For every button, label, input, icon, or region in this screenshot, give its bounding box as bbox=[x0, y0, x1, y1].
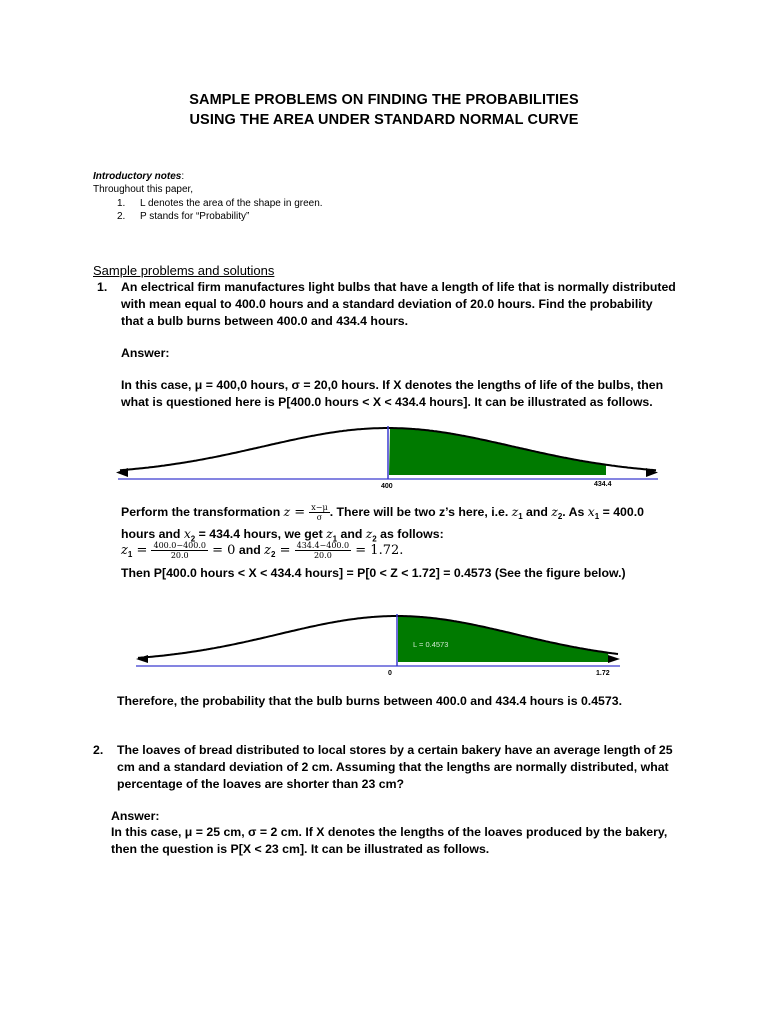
problem-1-conclusion: Therefore, the probability that the bulb burns between 400.0 and 434.4 hours is 0.4573. bbox=[117, 694, 622, 708]
z2-denominator: 20.0 bbox=[313, 551, 332, 560]
right-bound-label: 1.72 bbox=[596, 670, 610, 677]
z1-subscript: 1 bbox=[518, 512, 523, 522]
equals-sign: = bbox=[132, 542, 152, 558]
z1-fraction bbox=[151, 541, 208, 560]
problem-1-line: with mean equal to 400.0 hours and a standard deviation of 20.0 hours. Find the probability bbox=[121, 297, 653, 311]
section-heading: Sample problems and solutions bbox=[93, 263, 275, 278]
intro-note-1-text: L denotes the area of the shape in green. bbox=[140, 198, 323, 209]
z2-symbol: z bbox=[365, 527, 373, 541]
z1-denominator: 20.0 bbox=[170, 551, 189, 560]
problem-2-line: percentage of the loaves are shorter than 23 cm? bbox=[117, 777, 405, 791]
intro-label: Introductory notes bbox=[93, 171, 182, 182]
transform-line2-a: hours and bbox=[121, 527, 184, 541]
transform-line2-b: = 434.4 hours, we get bbox=[195, 527, 327, 541]
intro-note-2-text: P stands for “Probability” bbox=[140, 211, 250, 222]
z2-subscript: 2 bbox=[372, 534, 377, 544]
right-bound-label: 434.4 bbox=[594, 481, 612, 488]
problem-2-case-line: In this case, μ = 25 cm, σ = 2 cm. If X denotes the lengths of the loaves produced by the bakery, bbox=[111, 825, 668, 839]
transform-text-4: = 400.0 bbox=[599, 504, 644, 519]
problem-1-answer-label: Answer: bbox=[121, 346, 170, 360]
problem-1-line: An electrical firm manufactures light bulbs that have a length of life that is normally distributed bbox=[121, 280, 676, 294]
transform-text-1: Perform the transformation bbox=[121, 504, 284, 519]
fraction-numerator: x−μ bbox=[311, 503, 328, 512]
area-label: L = 0.4573 bbox=[413, 640, 449, 649]
title-line-2: USING THE AREA UNDER STANDARD NORMAL CURVE bbox=[189, 112, 579, 128]
problem-2-case bbox=[111, 824, 681, 858]
equals-sign: = bbox=[275, 542, 295, 558]
intro-lead: Throughout this paper, bbox=[93, 184, 194, 195]
transform-line2-f: as follows: bbox=[376, 527, 444, 541]
left-bound-label: 0 bbox=[388, 670, 392, 677]
right-arrowhead-icon bbox=[608, 655, 620, 663]
and-text: and bbox=[235, 542, 265, 557]
curve-area-shaded bbox=[398, 616, 609, 662]
problem-1-number: 1. bbox=[97, 280, 108, 294]
z1-symbol: z bbox=[326, 527, 333, 541]
z1-symbol: z bbox=[511, 504, 519, 519]
z-symbol: z bbox=[283, 504, 291, 519]
normal-curve-figure-2 bbox=[128, 608, 628, 680]
left-bound-label: 400 bbox=[381, 483, 393, 490]
x2-symbol: x bbox=[183, 527, 191, 541]
problem-1-text bbox=[121, 279, 681, 330]
equals-sign: = bbox=[290, 504, 310, 520]
intro-label-row bbox=[93, 171, 184, 182]
problem-2-line: cm and a standard deviation of 2 cm. Assuming that the lengths are normally distributed, what bbox=[117, 760, 669, 774]
transform-text-2: . There will be two z’s here, i.e. bbox=[329, 504, 512, 519]
fraction-denominator: σ bbox=[316, 513, 323, 522]
z1-numerator: 400.0−400.0 bbox=[153, 541, 206, 550]
z2-numerator: 434.4−400.0 bbox=[296, 541, 350, 550]
z2-subscript: 2 bbox=[557, 512, 563, 522]
z2-fraction bbox=[295, 541, 352, 560]
problem-2-number: 2. bbox=[93, 743, 104, 757]
transform-text-3: . As bbox=[562, 504, 588, 519]
normal-curve-figure-1 bbox=[110, 418, 670, 494]
z-formula-fraction bbox=[309, 503, 329, 522]
x2-subscript: 2 bbox=[190, 534, 196, 544]
intro-note-1-num: 1. bbox=[117, 198, 126, 209]
z1-subscript: 1 bbox=[127, 550, 133, 560]
transformation-line-1 bbox=[121, 503, 681, 525]
title-line-1: SAMPLE PROBLEMS ON FINDING THE PROBABILITIES bbox=[189, 92, 579, 108]
left-arrowhead-icon bbox=[136, 655, 148, 663]
intro-note-2-num: 2. bbox=[117, 211, 126, 222]
z2-symbol: z bbox=[264, 542, 271, 558]
transform-line2-d: and bbox=[337, 527, 366, 541]
z2-result: = 1.72. bbox=[351, 542, 404, 558]
x1-symbol: x bbox=[587, 504, 595, 519]
x1-subscript: 1 bbox=[594, 512, 600, 522]
z2-subscript: 2 bbox=[271, 550, 276, 560]
problem-2-case-line: then the question is P[X < 23 cm]. It can be illustrated as follows. bbox=[111, 842, 490, 856]
intro-colon: : bbox=[181, 171, 185, 182]
z1-result: = 0 bbox=[208, 542, 236, 558]
problem-1-case-line: In this case, μ = 400,0 hours, σ = 20,0 hours. If X denotes the lengths of life of the bulbs, then bbox=[121, 378, 664, 392]
then-probability-line: Then P[400.0 hours < X < 434.4 hours] = P[0 < Z < 1.72] = 0.4573 (See the figure below.) bbox=[121, 566, 626, 580]
problem-1-line: that a bulb burns between 400.0 and 434.4 hours. bbox=[121, 314, 409, 328]
and-text: and bbox=[522, 504, 552, 519]
z-calculation bbox=[121, 541, 403, 563]
z1-symbol: z bbox=[121, 542, 128, 558]
curve-area-shaded bbox=[389, 428, 606, 475]
z2-symbol: z bbox=[551, 504, 558, 519]
problem-1-case-line: what is questioned here is P[400.0 hours < X < 434.4 hours]. It can be illustrated as follows. bbox=[121, 395, 653, 409]
problem-2-text bbox=[117, 742, 677, 793]
problem-2-line: The loaves of bread distributed to local stores by a certain bakery have an average length of 25 bbox=[117, 743, 673, 757]
problem-1-case bbox=[121, 377, 681, 411]
problem-2-answer-label: Answer: bbox=[111, 809, 160, 823]
z1-subscript: 1 bbox=[332, 534, 338, 544]
